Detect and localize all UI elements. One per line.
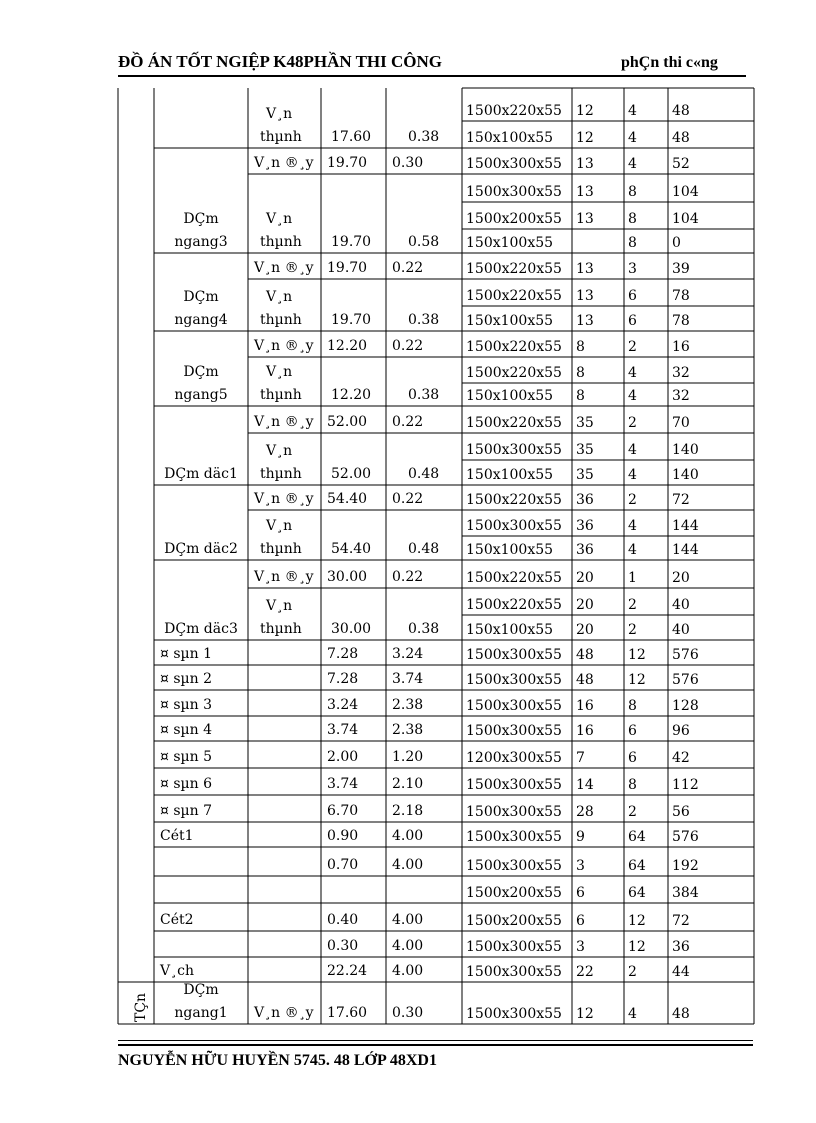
count-cell: 16 (576, 723, 594, 739)
multiplier-cell: 8 (628, 211, 637, 227)
length-value: 19.70 (327, 155, 368, 171)
multiplier-cell: 2 (628, 339, 637, 355)
formwork-size-cell: 150x100x55 (466, 542, 554, 558)
panel-type: V¸n (266, 518, 293, 534)
multiplier-cell: 8 (628, 184, 637, 200)
member-name: ngang5 (174, 387, 228, 403)
formwork-size-cell: 1500x220x55 (466, 570, 562, 586)
length-value: 52.00 (327, 414, 368, 430)
length-value: 54.40 (331, 541, 372, 557)
count-cell: 14 (576, 777, 594, 793)
multiplier-cell: 6 (628, 313, 637, 329)
multiplier-cell: 12 (628, 939, 646, 955)
panel-type: V¸n ®¸y (254, 260, 314, 276)
total-cell: 104 (672, 184, 699, 200)
length-value: 7.28 (327, 646, 359, 662)
width-value: 2.10 (392, 776, 424, 792)
total-cell: 576 (672, 829, 699, 845)
count-cell: 35 (576, 442, 594, 458)
count-cell: 13 (576, 211, 594, 227)
panel-type: thµnh (260, 466, 302, 482)
length-value: 12.20 (327, 338, 368, 354)
total-cell: 52 (672, 156, 690, 172)
formwork-size-cell: 1200x300x55 (466, 750, 562, 766)
panel-type: thµnh (260, 312, 302, 328)
member-name: ¤ sµn 3 (160, 697, 213, 713)
panel-type: thµnh (260, 387, 302, 403)
total-cell: 40 (672, 622, 690, 638)
floor-label: TÇn (133, 992, 149, 1022)
multiplier-cell: 8 (628, 698, 637, 714)
panel-type: V¸n (266, 211, 293, 227)
count-cell: 8 (576, 339, 585, 355)
count-cell: 13 (576, 313, 594, 329)
formwork-size-cell: 1500x200x55 (466, 913, 562, 929)
length-value: 30.00 (327, 569, 368, 585)
width-value: 0.30 (392, 1005, 424, 1021)
count-cell: 3 (576, 939, 585, 955)
formwork-size-cell: 1500x300x55 (466, 964, 562, 980)
member-name: DÇm (183, 289, 219, 305)
width-value: 4.00 (392, 963, 424, 979)
total-cell: 56 (672, 804, 690, 820)
count-cell: 12 (576, 103, 594, 119)
multiplier-cell: 6 (628, 750, 637, 766)
multiplier-cell: 6 (628, 723, 637, 739)
multiplier-cell: 2 (628, 597, 637, 613)
formwork-size-cell: 1500x300x55 (466, 442, 562, 458)
total-cell: 72 (672, 492, 690, 508)
total-cell: 32 (672, 388, 690, 404)
panel-type: V¸n (266, 443, 293, 459)
total-cell: 32 (672, 365, 690, 381)
multiplier-cell: 6 (628, 288, 637, 304)
total-cell: 42 (672, 750, 690, 766)
count-cell: 3 (576, 858, 585, 874)
total-cell: 0 (672, 235, 681, 251)
panel-type: thµnh (260, 541, 302, 557)
count-cell: 12 (576, 130, 594, 146)
multiplier-cell: 4 (628, 467, 637, 483)
footer-rule (118, 1040, 753, 1041)
length-value: 17.60 (327, 1005, 368, 1021)
count-cell: 8 (576, 388, 585, 404)
length-value: 0.70 (327, 857, 359, 873)
multiplier-cell: 64 (628, 858, 646, 874)
panel-type: V¸n ®¸y (254, 491, 314, 507)
total-cell: 40 (672, 597, 690, 613)
length-value: 3.24 (327, 697, 359, 713)
formwork-size-cell: 1500x300x55 (466, 777, 562, 793)
count-cell: 48 (576, 672, 594, 688)
multiplier-cell: 64 (628, 885, 646, 901)
header-section: phÇn thi c«ng (621, 54, 718, 71)
multiplier-cell: 8 (628, 235, 637, 251)
multiplier-cell: 12 (628, 672, 646, 688)
multiplier-cell: 4 (628, 388, 637, 404)
multiplier-cell: 4 (628, 365, 637, 381)
count-cell: 12 (576, 1006, 594, 1022)
total-cell: 20 (672, 570, 690, 586)
formwork-size-cell: 1500x300x55 (466, 184, 562, 200)
formwork-size-cell: 1500x300x55 (466, 698, 562, 714)
total-cell: 192 (672, 858, 699, 874)
panel-type: V¸n (266, 598, 293, 614)
count-cell: 8 (576, 365, 585, 381)
formwork-size-cell: 1500x220x55 (466, 415, 562, 431)
width-value: 2.18 (392, 803, 424, 819)
count-cell: 20 (576, 597, 594, 613)
count-cell: 36 (576, 492, 594, 508)
multiplier-cell: 12 (628, 913, 646, 929)
formwork-size-cell: 1500x220x55 (466, 597, 562, 613)
member-name: DÇm (183, 982, 219, 998)
width-value: 2.38 (392, 722, 424, 738)
formwork-size-cell: 1500x220x55 (466, 261, 562, 277)
footer-text: NGUYỄN HỮU HUYỀN 5745. 48 LỚP 48XD1 (118, 1052, 437, 1069)
total-cell: 384 (672, 885, 699, 901)
count-cell: 6 (576, 885, 585, 901)
panel-type: V¸n ®¸y (254, 155, 314, 171)
length-value: 19.70 (327, 260, 368, 276)
total-cell: 78 (672, 313, 690, 329)
formwork-size-cell: 150x100x55 (466, 388, 554, 404)
width-value: 0.30 (392, 155, 424, 171)
formwork-size-cell: 1500x220x55 (466, 339, 562, 355)
count-cell: 13 (576, 184, 594, 200)
length-value: 17.60 (331, 129, 372, 145)
member-name: ngang3 (174, 234, 228, 250)
formwork-size-cell: 1500x300x55 (466, 672, 562, 688)
total-cell: 39 (672, 261, 690, 277)
formwork-size-cell: 1500x300x55 (466, 647, 562, 663)
panel-type: thµnh (260, 234, 302, 250)
count-cell: 35 (576, 467, 594, 483)
footer-rule-thick (118, 1044, 753, 1046)
width-value: 0.48 (408, 541, 440, 557)
count-cell: 36 (576, 542, 594, 558)
panel-type: V¸n (266, 364, 293, 380)
total-cell: 70 (672, 415, 690, 431)
total-cell: 78 (672, 288, 690, 304)
multiplier-cell: 4 (628, 156, 637, 172)
formwork-size-cell: 1500x300x55 (466, 518, 562, 534)
width-value: 0.38 (408, 387, 440, 403)
length-value: 6.70 (327, 803, 359, 819)
width-value: 4.00 (392, 828, 424, 844)
count-cell: 13 (576, 261, 594, 277)
width-value: 0.22 (392, 414, 424, 430)
total-cell: 16 (672, 339, 690, 355)
width-value: 0.22 (392, 491, 424, 507)
multiplier-cell: 3 (628, 261, 637, 277)
formwork-size-cell: 1500x300x55 (466, 156, 562, 172)
total-cell: 144 (672, 542, 699, 558)
length-value: 54.40 (327, 491, 368, 507)
width-value: 1.20 (392, 749, 424, 765)
panel-type: thµnh (260, 129, 302, 145)
formwork-size-cell: 150x100x55 (466, 130, 554, 146)
length-value: 30.00 (331, 621, 372, 637)
count-cell: 36 (576, 518, 594, 534)
length-value: 0.90 (327, 828, 359, 844)
length-value: 3.74 (327, 722, 359, 738)
length-value: 52.00 (331, 466, 372, 482)
member-name: ngang1 (174, 1005, 228, 1021)
total-cell: 128 (672, 698, 699, 714)
width-value: 3.74 (392, 671, 424, 687)
formwork-size-cell: 150x100x55 (466, 622, 554, 638)
length-value: 0.30 (327, 938, 359, 954)
multiplier-cell: 2 (628, 804, 637, 820)
total-cell: 576 (672, 647, 699, 663)
multiplier-cell: 2 (628, 964, 637, 980)
count-cell: 7 (576, 750, 585, 766)
formwork-size-cell: 1500x300x55 (466, 804, 562, 820)
formwork-size-cell: 1500x300x55 (466, 858, 562, 874)
multiplier-cell: 4 (628, 542, 637, 558)
formwork-size-cell: 1500x300x55 (466, 939, 562, 955)
member-name: ¤ sµn 2 (160, 671, 213, 687)
panel-type: V¸n ®¸y (254, 1005, 314, 1021)
member-name: ¤ sµn 4 (160, 722, 213, 738)
length-value: 12.20 (331, 387, 372, 403)
panel-type: V¸n ®¸y (254, 414, 314, 430)
formwork-size-cell: 1500x200x55 (466, 885, 562, 901)
width-value: 0.38 (408, 312, 440, 328)
multiplier-cell: 2 (628, 415, 637, 431)
multiplier-cell: 4 (628, 1006, 637, 1022)
multiplier-cell: 4 (628, 130, 637, 146)
total-cell: 72 (672, 913, 690, 929)
total-cell: 96 (672, 723, 690, 739)
width-value: 0.22 (392, 569, 424, 585)
width-value: 0.22 (392, 338, 424, 354)
panel-type: V¸n ®¸y (254, 338, 314, 354)
member-name: V¸ch (160, 963, 194, 979)
member-name: DÇm (183, 211, 219, 227)
member-name: DÇm däc3 (164, 621, 238, 637)
member-name: DÇm däc2 (164, 541, 238, 557)
formwork-size-cell: 1500x220x55 (466, 288, 562, 304)
length-value: 2.00 (327, 749, 359, 765)
total-cell: 48 (672, 103, 690, 119)
member-name: Cét1 (160, 828, 194, 844)
length-value: 19.70 (331, 234, 372, 250)
formwork-size-cell: 150x100x55 (466, 467, 554, 483)
member-name: Cét2 (160, 912, 194, 928)
count-cell: 35 (576, 415, 594, 431)
total-cell: 144 (672, 518, 699, 534)
total-cell: 48 (672, 130, 690, 146)
count-cell: 9 (576, 829, 585, 845)
formwork-size-cell: 1500x220x55 (466, 492, 562, 508)
formwork-size-cell: 1500x300x55 (466, 723, 562, 739)
member-name: DÇm däc1 (164, 466, 238, 482)
multiplier-cell: 8 (628, 777, 637, 793)
total-cell: 140 (672, 467, 699, 483)
count-cell: 20 (576, 570, 594, 586)
formwork-size-cell: 1500x220x55 (466, 365, 562, 381)
width-value: 2.38 (392, 697, 424, 713)
count-cell: 6 (576, 913, 585, 929)
width-value: 4.00 (392, 857, 424, 873)
member-name: ngang4 (174, 312, 228, 328)
width-value: 4.00 (392, 938, 424, 954)
panel-type: V¸n (266, 106, 293, 122)
count-cell: 48 (576, 647, 594, 663)
total-cell: 44 (672, 964, 690, 980)
multiplier-cell: 2 (628, 492, 637, 508)
panel-type: V¸n ®¸y (254, 569, 314, 585)
header-title: ĐỒ ÁN TỐT NGIỆP K48PHẦN THI CÔNG (118, 52, 442, 71)
length-value: 19.70 (331, 312, 372, 328)
count-cell: 22 (576, 964, 594, 980)
width-value: 0.22 (392, 260, 424, 276)
panel-type: V¸n (266, 289, 293, 305)
width-value: 4.00 (392, 912, 424, 928)
member-name: ¤ sµn 1 (160, 646, 213, 662)
multiplier-cell: 4 (628, 442, 637, 458)
count-cell: 13 (576, 288, 594, 304)
multiplier-cell: 4 (628, 103, 637, 119)
formwork-size-cell: 1500x200x55 (466, 211, 562, 227)
width-value: 0.38 (408, 621, 440, 637)
panel-type: thµnh (260, 621, 302, 637)
multiplier-cell: 2 (628, 622, 637, 638)
count-cell: 20 (576, 622, 594, 638)
length-value: 22.24 (327, 963, 368, 979)
total-cell: 140 (672, 442, 699, 458)
formwork-size-cell: 1500x220x55 (466, 103, 562, 119)
member-name: DÇm (183, 364, 219, 380)
formwork-size-cell: 150x100x55 (466, 313, 554, 329)
formwork-size-cell: 1500x300x55 (466, 829, 562, 845)
member-name: ¤ sµn 6 (160, 776, 213, 792)
formwork-size-cell: 150x100x55 (466, 235, 554, 251)
member-name: ¤ sµn 5 (160, 749, 213, 765)
length-value: 3.74 (327, 776, 359, 792)
length-value: 7.28 (327, 671, 359, 687)
total-cell: 36 (672, 939, 690, 955)
member-name: ¤ sµn 7 (160, 803, 213, 819)
formwork-size-cell: 1500x300x55 (466, 1006, 562, 1022)
multiplier-cell: 1 (628, 570, 637, 586)
length-value: 0.40 (327, 912, 359, 928)
multiplier-cell: 12 (628, 647, 646, 663)
multiplier-cell: 64 (628, 829, 646, 845)
count-cell: 13 (576, 156, 594, 172)
count-cell: 16 (576, 698, 594, 714)
multiplier-cell: 4 (628, 518, 637, 534)
width-value: 0.48 (408, 466, 440, 482)
total-cell: 112 (672, 777, 699, 793)
total-cell: 48 (672, 1006, 690, 1022)
width-value: 3.24 (392, 646, 424, 662)
width-value: 0.38 (408, 129, 440, 145)
total-cell: 576 (672, 672, 699, 688)
width-value: 0.58 (408, 234, 440, 250)
count-cell: 28 (576, 804, 594, 820)
total-cell: 104 (672, 211, 699, 227)
